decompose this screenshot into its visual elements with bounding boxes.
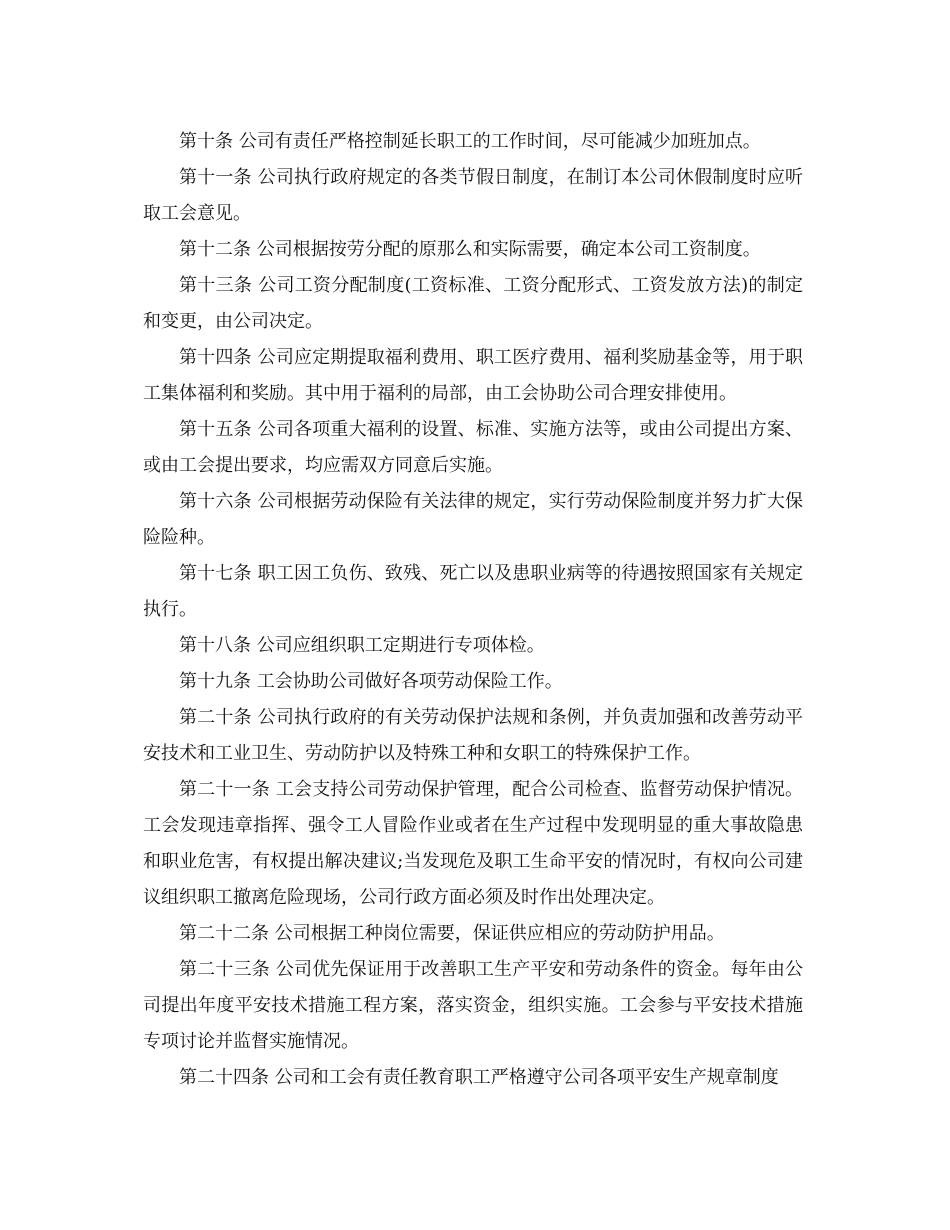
article-19: 第十九条 工会协助公司做好各项劳动保险工作。 [179,671,563,692]
article-15: 第十五条 公司各项重大福利的设置、标准、实施方法等，或由公司提出方案、或由工会提出要求，均应需双方同意后实施。 [143,419,803,476]
article-14: 第十四条 公司应定期提取福利费用、职工医疗费用、福利奖励基金等，用于职工集体福利和奖励。其中用于福利的局部，由工会协助公司合理安排使用。 [143,347,803,404]
article-11: 第十一条 公司执行政府规定的各类节假日制度，在制订本公司休假制度时应听取工会意见。 [143,167,803,224]
article-21: 第二十一条 工会支持公司劳动保护管理，配合公司检查、监督劳动保护情况。工会发现违章指挥、强令工人冒险作业或者在生产过程中发现明显的重大事故隐患和职业危害，有权提出解决建议;当发现危及职工生命平安的情况时，有权向公司建议组织职工撤离危险现场，公司行政方面必须及时作出处理决定。 [143,779,803,908]
document-body [143,124,803,1096]
article-16: 第十六条 公司根据劳动保险有关法律的规定，实行劳动保险制度并努力扩大保险险种。 [143,491,803,548]
article-12: 第十二条 公司根据按劳分配的原那么和实际需要，确定本公司工资制度。 [179,239,761,260]
article-20: 第二十条 公司执行政府的有关劳动保护法规和条例，并负责加强和改善劳动平安技术和工业卫生、劳动防护以及特殊工种和女职工的特殊保护工作。 [143,707,803,764]
article-22: 第二十二条 公司根据工种岗位需要，保证供应相应的劳动防护用品。 [179,923,725,944]
article-24: 第二十四条 公司和工会有责任教育职工严格遵守公司各项平安生产规章制度 [179,1067,779,1088]
article-18: 第十八条 公司应组织职工定期进行专项体检。 [179,635,545,656]
article-17: 第十七条 职工因工负伤、致残、死亡以及患职业病等的待遇按照国家有关规定执行。 [143,563,803,620]
article-23: 第二十三条 公司优先保证用于改善职工生产平安和劳动条件的资金。每年由公司提出年度平安技术措施工程方案，落实资金，组织实施。工会参与平安技术措施专项讨论并监督实施情况。 [143,959,803,1052]
article-10: 第十条 公司有责任严格控制延长职工的工作时间，尽可能减少加班加点。 [179,131,761,152]
article-13: 第十三条 公司工资分配制度(工资标准、工资分配形式、工资发放方法)的制定和变更，由公司决定。 [143,275,803,332]
